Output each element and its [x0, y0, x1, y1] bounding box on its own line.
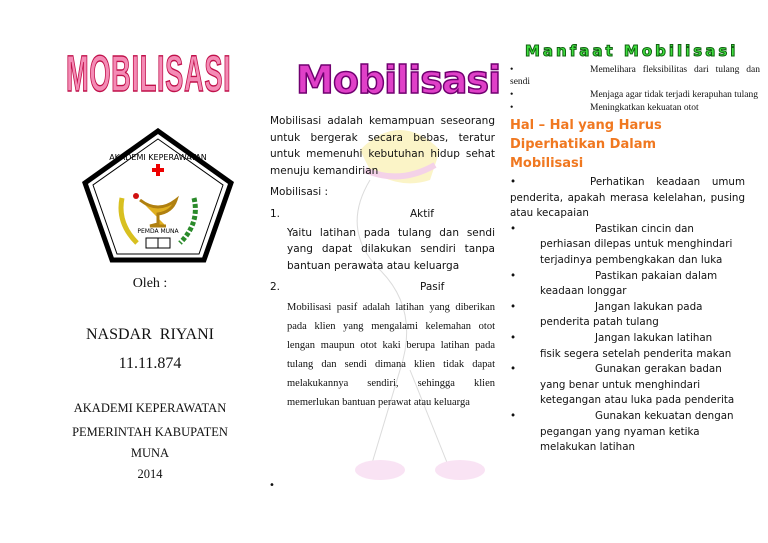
benefit-item [510, 89, 760, 101]
section-title-wordart: Mobilisasi [296, 58, 501, 102]
attention-title: Hal – Hal yang Harus Diperhatikan Dalam Mobilisasi [510, 118, 662, 171]
cover-title-wordart: MOBILISASI [66, 46, 232, 103]
year: 2014 [137, 467, 163, 481]
logo-subtext: PEMDA MUNA [137, 228, 179, 235]
attention-text: Jangan lakukan latihan fisik segera setelah penderita makan [540, 331, 732, 360]
attention-text: Pastikan pakaian dalam keadaan longgar [540, 269, 718, 298]
bullet: • [510, 269, 517, 282]
benefit-text: Meningkatkan kekuatan otot [590, 103, 699, 113]
bullet: • [510, 409, 517, 422]
bullet: • [510, 90, 514, 100]
bullet: • [510, 65, 514, 75]
by-label: Oleh : [132, 276, 168, 291]
benefit-text: Memelihara fleksibilitas dari tulang dan sendi [510, 65, 760, 87]
type-1-number: 1. [270, 207, 281, 220]
academy-logo [82, 128, 234, 263]
types-label: Mobilisasi : [270, 186, 329, 198]
bullet: • [510, 176, 517, 188]
institution-line-2: PEMERINTAH KABUPATEN [72, 425, 228, 439]
bullet: • [510, 222, 517, 235]
middle-column [270, 113, 495, 417]
institution-line-3: MUNA [130, 446, 170, 460]
logo-text: AKADEMI KEPERAWATAN [109, 153, 207, 162]
attention-intro [510, 175, 745, 222]
attention-text: Jangan lakukan pada penderita patah tulang [540, 300, 703, 329]
institution-line-1: AKADEMI KEPERAWATAN [73, 401, 227, 415]
benefits-title: Manfaat Mobilisasi [525, 42, 739, 60]
benefits-list [510, 64, 760, 114]
attention-text: Gunakan kekuatan dengan pegangan yang nyaman ketika melakukan latihan [540, 409, 734, 454]
type-1-heading [270, 206, 495, 223]
bullet: • [510, 331, 517, 344]
attention-item [510, 269, 735, 300]
attention-text: Pastikan cincin dan perhiasan dilepas untuk menghindari terjadinya pembengkakan dan luka [540, 222, 733, 266]
type-2-label: Pasif [420, 281, 445, 293]
definition-text: Mobilisasi adalah kemampuan seseorang untuk bergerak secara bebas, teratur untuk memenuhi kebutuhan hidup sehat menuju kemandirian [270, 115, 495, 177]
type-1-label: Aktif [410, 207, 434, 220]
attention-item [510, 331, 735, 362]
bullet: • [510, 300, 517, 313]
attention-item [510, 409, 735, 456]
author-name: NASDAR RIYANI [85, 326, 214, 343]
benefit-item [510, 102, 760, 114]
attention-item [510, 362, 735, 409]
bullet: • [510, 363, 517, 376]
attention-item [510, 222, 735, 269]
right-column [510, 64, 760, 456]
type-2-number: 2. [270, 281, 281, 293]
attention-intro-text: Perhatikan keadaan umum penderita, apakah merasa kelelahan, pusing atau kecapaian [510, 176, 745, 220]
benefit-text: Menjaga agar tidak terjadi kerapuhan tulang [590, 90, 759, 100]
student-id: 11.11.874 [118, 355, 182, 372]
attention-text: Gunakan gerakan badan yang benar untuk menghindari ketegangan atau luka pada penderita [540, 363, 735, 407]
bullet: • [269, 480, 275, 491]
type-1-description: Yaitu latihan pada tulang dan sendi yang dapat dilakukan sendiri tanpa bantuan perawata atau keluarga [287, 226, 495, 272]
type-2-heading [270, 279, 495, 296]
attention-list [510, 222, 735, 456]
benefit-item [510, 64, 760, 88]
attention-item [510, 300, 735, 331]
bullet: • [510, 103, 514, 113]
type-2-description: Mobilisasi pasif adalah latihan yang diberikan pada klien yang mengalami kelemahan otot lengan maupun otot kaki berupa latihan pada tulang dan sendi dimana klien tidak dapat melakukannya sendiri, sehingga klien memerlukan bantuan perawat atau keluarga [287, 302, 495, 408]
